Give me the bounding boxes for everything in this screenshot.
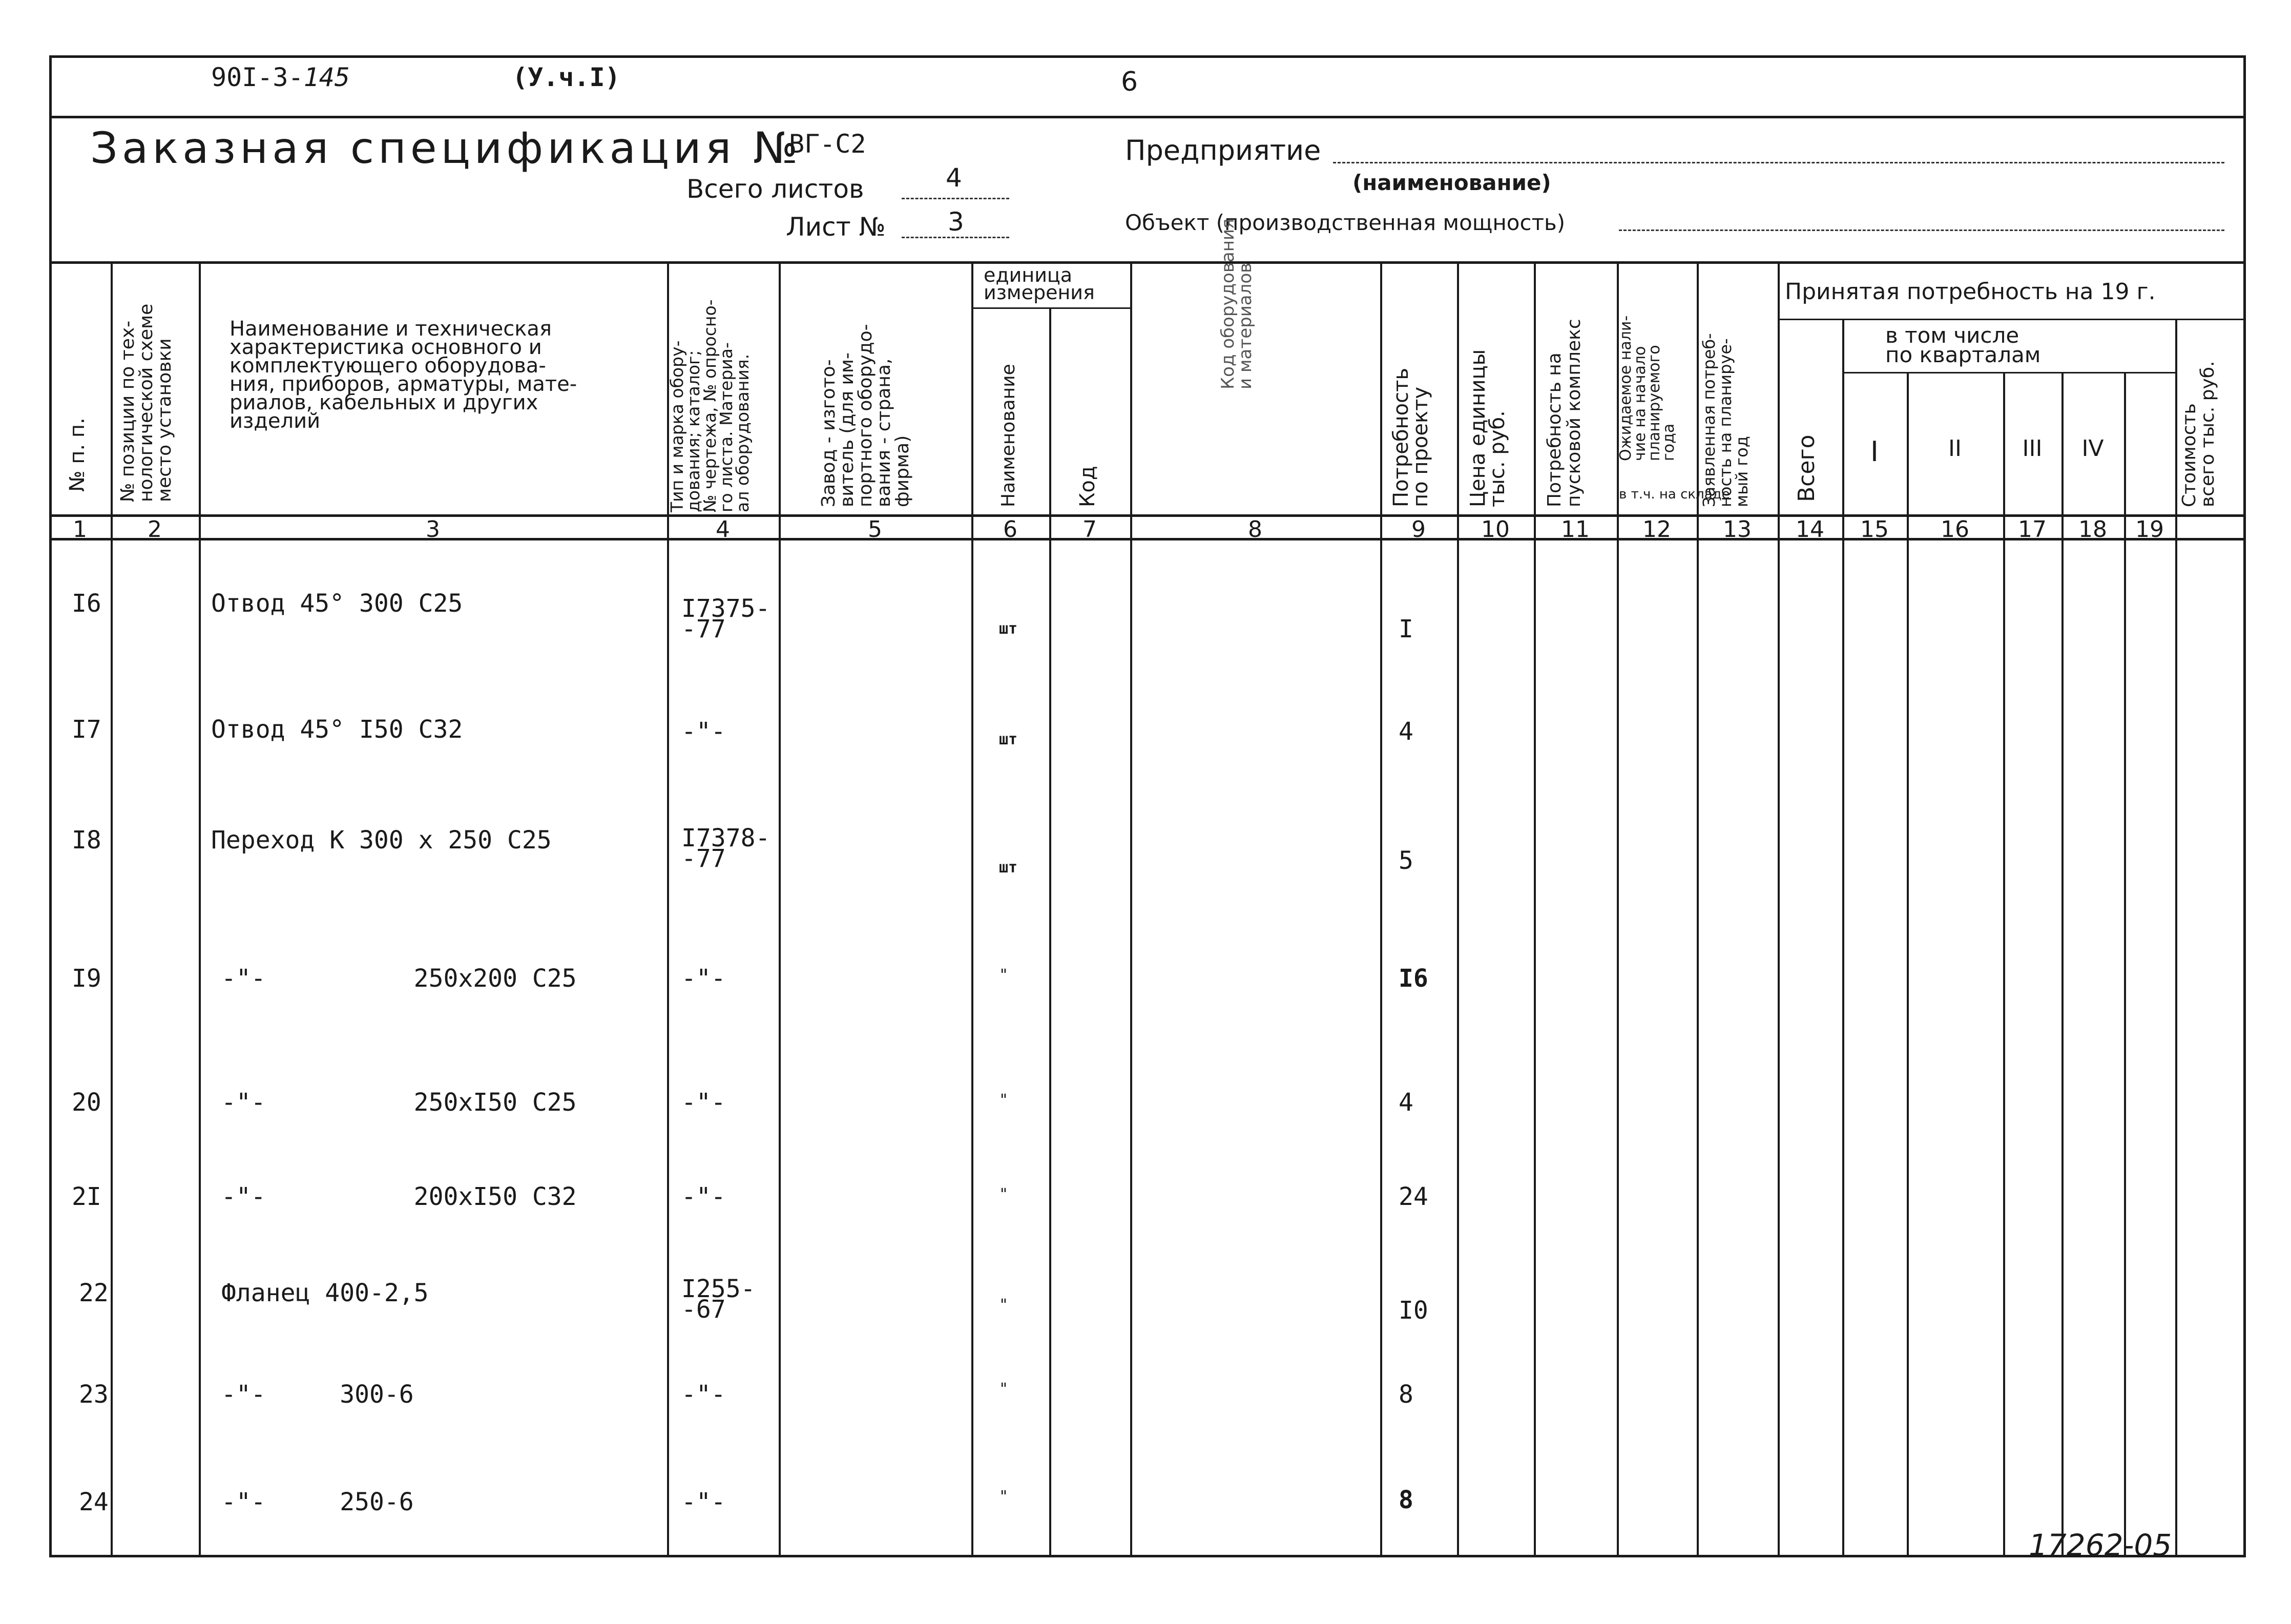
- col12-header: Ожидаемое нали- чие на начало планируемого года: [1617, 315, 1678, 461]
- col8-header: Код оборудования и материалов: [1218, 218, 1256, 389]
- col-divider-19: [2175, 319, 2177, 1557]
- col11-header: Потребность на пусковой комплекс: [1544, 319, 1585, 507]
- item-type: -"-: [681, 1380, 726, 1409]
- item-qty: 8: [1399, 1380, 1413, 1409]
- col-divider-2: [199, 261, 201, 1557]
- total-sheets-underline: [902, 198, 1009, 199]
- item-name: Отвод 45° I50 С32: [211, 715, 463, 744]
- col13-header: Заявленная потреб- ность на планируе- мый год: [1699, 333, 1752, 507]
- enterprise-label: Предприятие: [1125, 134, 1321, 166]
- colnum-13: 13: [1723, 516, 1752, 543]
- colnum-16: 16: [1941, 516, 1969, 543]
- item-unit: шт: [999, 731, 1018, 748]
- item-unit: ": [999, 1296, 1009, 1314]
- item-qty: I0: [1399, 1296, 1428, 1325]
- quarters-header: в том числе по кварталам: [1885, 323, 2041, 367]
- item-unit: ": [999, 1091, 1009, 1109]
- item-name: -"- 200хI50 С32: [221, 1182, 577, 1211]
- item-unit: шт: [999, 620, 1018, 638]
- colnum-14: 14: [1796, 516, 1824, 543]
- col-divider-9: [1457, 261, 1459, 1557]
- colnum-9: 9: [1411, 516, 1426, 543]
- object-underline: [1619, 230, 2224, 231]
- colnum-19: 19: [2135, 516, 2164, 543]
- row-number: I7: [72, 715, 101, 744]
- col6-header: Наименование: [998, 364, 1019, 507]
- top-strip-divider: [49, 116, 2246, 118]
- colnum-7: 7: [1082, 516, 1097, 543]
- item-qty: 4: [1399, 717, 1413, 746]
- q2-header: II: [1948, 435, 1962, 462]
- item-qty: 8: [1399, 1486, 1413, 1514]
- item-unit: ": [999, 1380, 1009, 1398]
- col1-header: № п. п.: [66, 418, 89, 492]
- row-number: 24: [79, 1488, 109, 1516]
- item-qty: I6: [1399, 964, 1428, 993]
- col5-header: Завод - изгото- витель (для им- портного оборудо- вания - страна, фирма): [818, 324, 913, 507]
- col-divider-16: [2003, 372, 2005, 1557]
- enterprise-note: (наименование): [1352, 170, 1551, 195]
- item-name: -"- 250хI50 С25: [221, 1088, 577, 1117]
- colnum-15: 15: [1860, 516, 1889, 543]
- col-divider-5: [971, 261, 973, 1557]
- colnum-3: 3: [426, 516, 440, 543]
- item-type: I255- -67: [681, 1275, 756, 1324]
- item-qty: 4: [1399, 1088, 1413, 1117]
- col-divider-1: [111, 261, 113, 1557]
- colnum-12: 12: [1642, 516, 1671, 543]
- col-divider-12: [1697, 261, 1699, 1557]
- colnum-4: 4: [716, 516, 730, 543]
- sheet-value: 3: [948, 207, 964, 237]
- col-divider-10: [1534, 261, 1536, 1557]
- item-unit: ": [999, 1488, 1009, 1506]
- col14-header: Всего: [1794, 434, 1820, 502]
- col3-header: Наименование и техническая характеристика основного и комплектующего оборудова- ния, приборов, арматуры, мате- риалов, кабельных и других изделий: [230, 317, 577, 433]
- col19-header: Стоимость всего тыс. руб.: [2179, 361, 2218, 507]
- col4-header: Тип и марка обору- дования; каталог; № чертежа, № опросно- го листа. Материа- ал оборудования.: [667, 299, 753, 512]
- item-unit: ": [999, 1185, 1009, 1203]
- item-qty: 24: [1399, 1182, 1428, 1211]
- item-type: -"-: [681, 717, 726, 746]
- item-type: -"-: [681, 1182, 726, 1211]
- colnum-1: 1: [73, 516, 87, 543]
- item-name: -"- 250х200 С25: [221, 964, 577, 993]
- colnum-5: 5: [868, 516, 882, 543]
- q3-header: III: [2022, 435, 2043, 462]
- doc-code-printed: 90I-3-: [211, 63, 304, 92]
- item-unit: ": [999, 966, 1009, 984]
- colnum-10: 10: [1481, 516, 1510, 543]
- row-number: 23: [79, 1380, 109, 1409]
- item-type: -"-: [681, 1488, 726, 1516]
- row-number: 22: [79, 1279, 109, 1307]
- col12-sub-header: в т.ч. на складе: [1619, 487, 1730, 502]
- object-label: Объект (производственная мощность): [1125, 210, 1566, 235]
- colnum-2: 2: [148, 516, 162, 543]
- row-number: I8: [72, 826, 101, 855]
- item-name: -"- 300-6: [221, 1380, 414, 1409]
- item-type: I7375- -77: [681, 594, 770, 643]
- sheet-underline: [902, 237, 1009, 238]
- item-qty: I: [1399, 615, 1413, 643]
- q1-header: I: [1870, 435, 1879, 468]
- item-name: Отвод 45° 300 С25: [211, 589, 463, 618]
- colnum-17: 17: [2018, 516, 2047, 543]
- total-sheets-label: Всего листов: [686, 174, 864, 204]
- item-qty: 5: [1399, 846, 1413, 875]
- col-divider-8: [1380, 261, 1382, 1557]
- sheet-label: Лист №: [786, 212, 886, 242]
- col-divider-13: [1778, 261, 1780, 1557]
- col-divider-18: [2124, 372, 2126, 1557]
- doc-volume: (У.ч.I): [512, 63, 620, 92]
- doc-code-handwritten: 145: [303, 63, 350, 92]
- colnum-11: 11: [1561, 516, 1590, 543]
- item-unit: шт: [999, 859, 1018, 877]
- col9-header: Потребность по проекту: [1389, 367, 1432, 507]
- spec-number: ВГ-С2: [789, 129, 866, 159]
- col7-header: Код: [1076, 466, 1099, 507]
- unit-group-header: единица измерения: [984, 264, 1095, 304]
- row-number: I9: [72, 964, 101, 993]
- col-divider-15: [1907, 372, 1909, 1557]
- item-name: -"- 250-6: [221, 1488, 414, 1516]
- col-divider-17: [2061, 372, 2064, 1557]
- col-divider-7: [1130, 261, 1132, 1557]
- col-divider-4: [779, 261, 781, 1557]
- col2-header: № позиции по тех- нологической схеме место установки: [117, 303, 175, 502]
- item-name: Переход К 300 х 250 С25: [211, 826, 552, 855]
- enterprise-underline: [1333, 162, 2224, 163]
- item-name: Фланец 400-2,5: [221, 1279, 429, 1307]
- accepted-need-header: Принятая потребность на 19 г.: [1785, 279, 2156, 305]
- row-number: 2I: [72, 1182, 101, 1211]
- doc-code: [211, 63, 350, 92]
- item-type: -"-: [681, 1088, 726, 1117]
- total-sheets-value: 4: [946, 163, 962, 193]
- archive-stamp: 17262-05: [2029, 1528, 2172, 1563]
- colnum-6: 6: [1003, 516, 1017, 543]
- item-type: I7378- -77: [681, 824, 770, 873]
- spec-title: Заказная спецификация №: [90, 123, 802, 173]
- row-number: I6: [72, 589, 101, 618]
- colnum-18: 18: [2078, 516, 2107, 543]
- page-number: 6: [1121, 67, 1138, 97]
- title-block-divider: [49, 261, 2246, 264]
- col-divider-14: [1842, 319, 1844, 1557]
- col-divider-6: [1049, 307, 1051, 1557]
- colnum-8: 8: [1248, 516, 1262, 543]
- item-type: -"-: [681, 964, 726, 993]
- col10-header: Цена единицы тыс. руб.: [1466, 349, 1509, 507]
- q4-header: IV: [2081, 435, 2104, 462]
- row-number: 20: [72, 1088, 101, 1117]
